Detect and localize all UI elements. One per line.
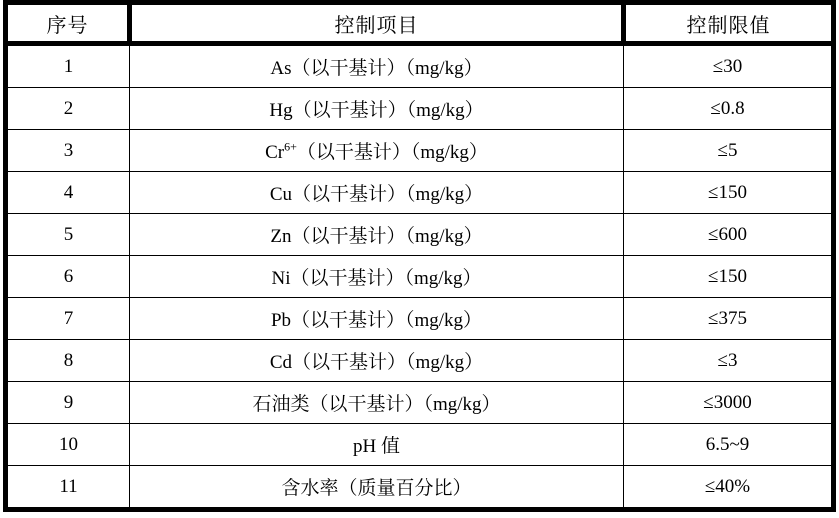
cell-item: As（以干基计）（mg/kg） [130, 44, 624, 88]
table-row [6, 214, 834, 256]
cell-limit: ≤150 [624, 172, 834, 214]
cell-item: Cd（以干基计）（mg/kg） [130, 340, 624, 382]
cell-limit: ≤0.8 [624, 88, 834, 130]
table-row [6, 466, 834, 510]
column-header-no: 序号 [6, 3, 130, 44]
superscript: 6+ [284, 139, 297, 154]
cell-no: 5 [6, 214, 130, 256]
table-row [6, 298, 834, 340]
cell-item: 石油类（以干基计）（mg/kg） [130, 382, 624, 424]
cell-no: 11 [6, 466, 130, 510]
cell-item: pH 值 [130, 424, 624, 466]
header-row [6, 3, 834, 44]
cell-limit: ≤3 [624, 340, 834, 382]
column-header-limit: 控制限值 [624, 3, 834, 44]
cell-limit: ≤30 [624, 44, 834, 88]
control-limits-table-container [3, 0, 836, 512]
table-row [6, 88, 834, 130]
cell-item: Cu（以干基计）（mg/kg） [130, 172, 624, 214]
cell-limit: ≤600 [624, 214, 834, 256]
cell-limit: ≤5 [624, 130, 834, 172]
table-row [6, 340, 834, 382]
cell-no: 8 [6, 340, 130, 382]
cell-item: Zn（以干基计）（mg/kg） [130, 214, 624, 256]
table-row [6, 172, 834, 214]
column-header-item: 控制项目 [130, 3, 624, 44]
table-body [6, 44, 834, 510]
cell-no: 1 [6, 44, 130, 88]
cell-item: $Cr^{6+}$（以干基计）（mg/kg） [130, 130, 624, 172]
table-row [6, 130, 834, 172]
cell-no: 10 [6, 424, 130, 466]
control-limits-table [3, 0, 836, 512]
table-row [6, 424, 834, 466]
cell-no: 4 [6, 172, 130, 214]
cell-item: Hg（以干基计）（mg/kg） [130, 88, 624, 130]
cell-no: 7 [6, 298, 130, 340]
cell-limit: ≤3000 [624, 382, 834, 424]
cell-item: 含水率（质量百分比） [130, 466, 624, 510]
cell-no: 6 [6, 256, 130, 298]
cell-limit: ≤150 [624, 256, 834, 298]
cell-no: 2 [6, 88, 130, 130]
cell-no: 3 [6, 130, 130, 172]
cell-limit: ≤375 [624, 298, 834, 340]
cell-item: Pb（以干基计）（mg/kg） [130, 298, 624, 340]
cell-no: 9 [6, 382, 130, 424]
cell-limit: 6.5~9 [624, 424, 834, 466]
cell-limit: ≤40% [624, 466, 834, 510]
table-row [6, 382, 834, 424]
cell-item: Ni（以干基计）（mg/kg） [130, 256, 624, 298]
table-row [6, 256, 834, 298]
table-row [6, 44, 834, 88]
